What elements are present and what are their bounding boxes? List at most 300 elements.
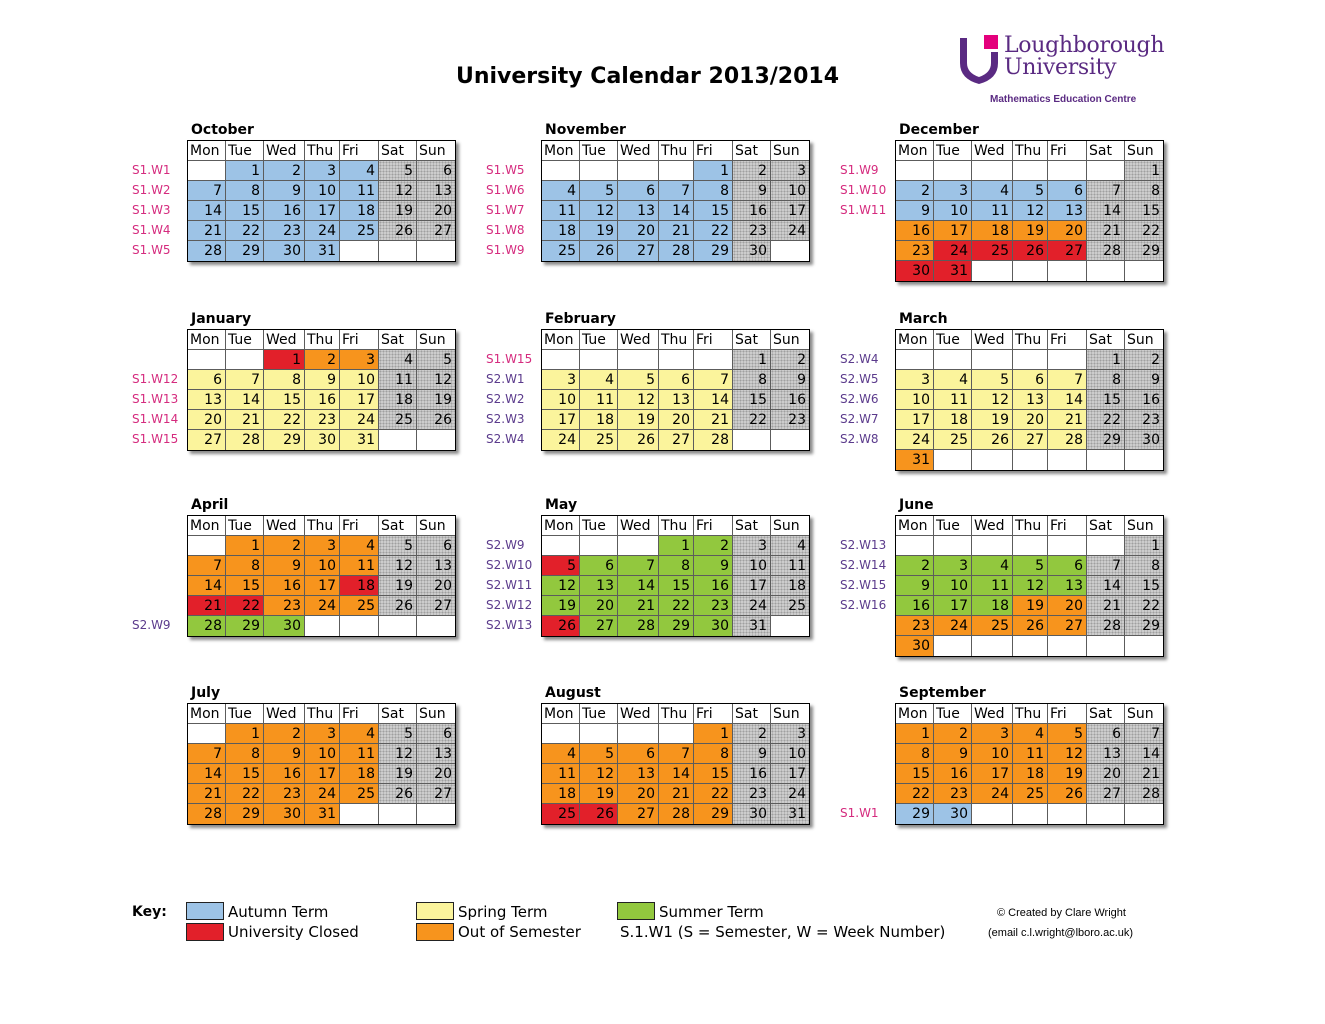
- day-cell: 11: [340, 556, 379, 576]
- day-cell: [1087, 636, 1125, 656]
- day-cell: [972, 261, 1013, 281]
- day-cell: [188, 536, 226, 556]
- day-cell: 17: [934, 221, 972, 241]
- month-grid: [895, 140, 1164, 282]
- day-cell: 1: [1125, 536, 1163, 556]
- day-cell: 19: [379, 201, 417, 221]
- day-cell: [542, 536, 580, 556]
- day-cell: 14: [226, 390, 264, 410]
- day-cell: 27: [417, 784, 455, 804]
- week-row: [896, 241, 1163, 261]
- day-cell: 25: [771, 596, 809, 616]
- day-cell: 21: [659, 784, 694, 804]
- week-row: [542, 556, 809, 576]
- key-text-summer: Summer Term: [659, 903, 764, 921]
- weekday-header-row: [896, 516, 1163, 536]
- weekday-header: Thu: [659, 704, 694, 724]
- day-cell: 8: [226, 181, 264, 201]
- month-grid: [187, 703, 456, 825]
- day-cell: 23: [694, 596, 733, 616]
- day-cell: 17: [305, 764, 340, 784]
- weekday-header: Thu: [659, 516, 694, 536]
- day-cell: [733, 430, 771, 450]
- university-crest-icon: [960, 35, 1000, 85]
- university-logo: [958, 33, 1168, 111]
- day-cell: 23: [264, 596, 305, 616]
- weekday-header-row: [188, 141, 455, 161]
- week-label: S2.W9: [486, 538, 525, 552]
- day-cell: [1048, 804, 1087, 824]
- day-cell: 30: [305, 430, 340, 450]
- day-cell: [972, 536, 1013, 556]
- day-cell: 5: [379, 536, 417, 556]
- day-cell: 10: [934, 576, 972, 596]
- month-name: February: [545, 311, 616, 327]
- day-cell: 15: [896, 764, 934, 784]
- day-cell: 28: [188, 241, 226, 261]
- weekday-header: Sat: [733, 141, 771, 161]
- day-cell: 12: [618, 390, 659, 410]
- day-cell: [1013, 450, 1048, 470]
- week-row: [188, 616, 455, 636]
- day-cell: 4: [379, 350, 417, 370]
- day-cell: 22: [1087, 410, 1125, 430]
- weekday-header: Mon: [896, 516, 934, 536]
- day-cell: 22: [896, 784, 934, 804]
- week-row: [896, 784, 1163, 804]
- day-cell: 3: [771, 724, 809, 744]
- day-cell: 26: [542, 616, 580, 636]
- day-cell: 23: [896, 616, 934, 636]
- day-cell: 2: [264, 536, 305, 556]
- day-cell: 24: [733, 596, 771, 616]
- week-row: [542, 804, 809, 824]
- day-cell: 12: [542, 576, 580, 596]
- weekday-header: Mon: [542, 330, 580, 350]
- day-cell: [188, 724, 226, 744]
- week-label: S1.W5: [132, 243, 171, 257]
- day-cell: 3: [771, 161, 809, 181]
- day-cell: 8: [1087, 370, 1125, 390]
- day-cell: 15: [1087, 390, 1125, 410]
- day-cell: 5: [542, 556, 580, 576]
- weekday-header: Sat: [733, 516, 771, 536]
- month-grid: [895, 515, 1164, 657]
- day-cell: 12: [972, 390, 1013, 410]
- day-cell: 2: [264, 724, 305, 744]
- day-cell: 29: [226, 804, 264, 824]
- day-cell: 11: [542, 764, 580, 784]
- day-cell: 20: [618, 784, 659, 804]
- day-cell: 12: [417, 370, 455, 390]
- day-cell: 19: [1013, 221, 1048, 241]
- week-row: [542, 724, 809, 744]
- day-cell: 15: [694, 764, 733, 784]
- day-cell: 6: [580, 556, 618, 576]
- day-cell: 24: [542, 430, 580, 450]
- day-cell: 26: [1013, 616, 1048, 636]
- day-cell: 26: [580, 804, 618, 824]
- weekday-header: Mon: [542, 704, 580, 724]
- day-cell: 22: [226, 784, 264, 804]
- day-cell: [1125, 450, 1163, 470]
- day-cell: 13: [580, 576, 618, 596]
- day-cell: 1: [733, 350, 771, 370]
- day-cell: 2: [1125, 350, 1163, 370]
- weekday-header: Tue: [934, 141, 972, 161]
- day-cell: 22: [694, 221, 733, 241]
- day-cell: [972, 350, 1013, 370]
- day-cell: 12: [379, 744, 417, 764]
- weekday-header: Tue: [934, 330, 972, 350]
- day-cell: 9: [771, 370, 809, 390]
- day-cell: 14: [1048, 390, 1087, 410]
- day-cell: 17: [542, 410, 580, 430]
- day-cell: 10: [305, 556, 340, 576]
- day-cell: 18: [972, 596, 1013, 616]
- weekday-header: Thu: [659, 330, 694, 350]
- day-cell: 31: [305, 241, 340, 261]
- week-row: [188, 161, 455, 181]
- week-row: [542, 201, 809, 221]
- day-cell: 29: [694, 241, 733, 261]
- weekday-header-row: [896, 704, 1163, 724]
- logo-line-1: Loughborough: [1004, 33, 1165, 58]
- week-row: [896, 410, 1163, 430]
- week-row: [896, 804, 1163, 824]
- weekday-header: Sun: [1125, 330, 1163, 350]
- day-cell: 31: [771, 804, 809, 824]
- day-cell: 4: [340, 724, 379, 744]
- day-cell: 28: [1087, 616, 1125, 636]
- weekday-header-row: [188, 330, 455, 350]
- week-row: [542, 161, 809, 181]
- day-cell: 6: [417, 724, 455, 744]
- day-cell: 16: [264, 201, 305, 221]
- day-cell: 12: [1013, 201, 1048, 221]
- day-cell: 6: [1087, 724, 1125, 744]
- weekday-header: Sun: [1125, 141, 1163, 161]
- day-cell: [542, 161, 580, 181]
- weekday-header: Sun: [1125, 704, 1163, 724]
- week-row: [188, 596, 455, 616]
- day-cell: 15: [1125, 201, 1163, 221]
- day-cell: 2: [896, 556, 934, 576]
- day-cell: [417, 804, 455, 824]
- week-row: [188, 410, 455, 430]
- month-name: March: [899, 311, 948, 327]
- day-cell: 8: [659, 556, 694, 576]
- weekday-header: Mon: [896, 704, 934, 724]
- day-cell: 9: [305, 370, 340, 390]
- day-cell: 7: [1087, 556, 1125, 576]
- day-cell: 17: [771, 764, 809, 784]
- weekday-header-row: [542, 704, 809, 724]
- day-cell: 18: [340, 201, 379, 221]
- day-cell: 11: [340, 744, 379, 764]
- day-cell: 24: [340, 410, 379, 430]
- week-label: S2.W2: [486, 392, 525, 406]
- week-row: [188, 724, 455, 744]
- day-cell: 19: [580, 784, 618, 804]
- month-grid: [187, 329, 456, 451]
- week-row: [188, 390, 455, 410]
- week-label: S2.W12: [486, 598, 533, 612]
- day-cell: 10: [305, 744, 340, 764]
- day-cell: 19: [618, 410, 659, 430]
- day-cell: 17: [771, 201, 809, 221]
- week-label: S1.W2: [132, 183, 171, 197]
- week-label: S1.W6: [486, 183, 525, 197]
- week-row: [188, 221, 455, 241]
- day-cell: [934, 350, 972, 370]
- weekday-header: Thu: [1013, 330, 1048, 350]
- week-label: S1.W12: [132, 372, 179, 386]
- day-cell: 25: [934, 430, 972, 450]
- day-cell: 21: [1087, 596, 1125, 616]
- day-cell: [659, 350, 694, 370]
- weekday-header: Tue: [226, 330, 264, 350]
- day-cell: 5: [417, 350, 455, 370]
- day-cell: 6: [1048, 556, 1087, 576]
- week-row: [542, 536, 809, 556]
- week-row: [896, 596, 1163, 616]
- day-cell: 13: [618, 201, 659, 221]
- day-cell: [1013, 636, 1048, 656]
- day-cell: [188, 350, 226, 370]
- day-cell: [934, 450, 972, 470]
- day-cell: [305, 616, 340, 636]
- day-cell: 8: [264, 370, 305, 390]
- day-cell: 17: [972, 764, 1013, 784]
- day-cell: 29: [896, 804, 934, 824]
- day-cell: [659, 161, 694, 181]
- day-cell: [340, 241, 379, 261]
- day-cell: [1087, 536, 1125, 556]
- day-cell: 13: [1048, 201, 1087, 221]
- day-cell: 6: [188, 370, 226, 390]
- day-cell: 27: [1048, 241, 1087, 261]
- day-cell: 22: [733, 410, 771, 430]
- day-cell: 19: [580, 221, 618, 241]
- week-row: [896, 636, 1163, 656]
- day-cell: 3: [542, 370, 580, 390]
- day-cell: 11: [580, 390, 618, 410]
- day-cell: 10: [340, 370, 379, 390]
- weekday-header: Sun: [771, 141, 809, 161]
- day-cell: 9: [264, 556, 305, 576]
- weekday-header: Tue: [934, 516, 972, 536]
- day-cell: [542, 724, 580, 744]
- day-cell: 7: [659, 744, 694, 764]
- day-cell: 16: [733, 201, 771, 221]
- week-label: S1.W5: [486, 163, 525, 177]
- week-row: [542, 596, 809, 616]
- weekday-header: Sun: [417, 516, 455, 536]
- key-swatch-summer: [617, 902, 655, 920]
- day-cell: 25: [340, 596, 379, 616]
- weekday-header: Fri: [1048, 516, 1087, 536]
- day-cell: 22: [226, 221, 264, 241]
- week-row: [896, 390, 1163, 410]
- week-row: [896, 536, 1163, 556]
- day-cell: 21: [226, 410, 264, 430]
- day-cell: 18: [580, 410, 618, 430]
- weekday-header: Tue: [580, 330, 618, 350]
- day-cell: [972, 450, 1013, 470]
- day-cell: 7: [1087, 181, 1125, 201]
- weekday-header: Mon: [542, 516, 580, 536]
- weekday-header: Thu: [659, 141, 694, 161]
- weekday-header: Sat: [379, 330, 417, 350]
- weekday-header-row: [542, 330, 809, 350]
- day-cell: 20: [580, 596, 618, 616]
- day-cell: 30: [896, 636, 934, 656]
- weekday-header: Sun: [771, 330, 809, 350]
- day-cell: 17: [305, 201, 340, 221]
- day-cell: 21: [188, 784, 226, 804]
- day-cell: 7: [694, 370, 733, 390]
- day-cell: 17: [340, 390, 379, 410]
- day-cell: 29: [694, 804, 733, 824]
- day-cell: 9: [896, 576, 934, 596]
- day-cell: 14: [1087, 201, 1125, 221]
- day-cell: 21: [1125, 764, 1163, 784]
- day-cell: 28: [188, 616, 226, 636]
- day-cell: 19: [379, 576, 417, 596]
- weekday-header: Tue: [226, 516, 264, 536]
- weekday-header: Wed: [972, 330, 1013, 350]
- day-cell: 10: [934, 201, 972, 221]
- day-cell: 26: [379, 784, 417, 804]
- day-cell: [1087, 261, 1125, 281]
- day-cell: 14: [1125, 744, 1163, 764]
- day-cell: 21: [188, 596, 226, 616]
- week-label: S1.W15: [132, 432, 179, 446]
- day-cell: 23: [305, 410, 340, 430]
- day-cell: 18: [340, 576, 379, 596]
- week-row: [896, 744, 1163, 764]
- weekday-header-row: [542, 141, 809, 161]
- day-cell: 22: [1125, 221, 1163, 241]
- day-cell: 19: [972, 410, 1013, 430]
- day-cell: 20: [618, 221, 659, 241]
- day-cell: 11: [972, 201, 1013, 221]
- weekday-header: Thu: [305, 704, 340, 724]
- day-cell: 9: [1125, 370, 1163, 390]
- week-row: [542, 241, 809, 261]
- day-cell: [340, 804, 379, 824]
- day-cell: [771, 241, 809, 261]
- week-row: [896, 616, 1163, 636]
- weekday-header: Thu: [1013, 516, 1048, 536]
- day-cell: 3: [934, 181, 972, 201]
- month-grid: [541, 515, 810, 637]
- weekday-header: Tue: [580, 704, 618, 724]
- day-cell: 1: [226, 536, 264, 556]
- weekday-header: Sun: [417, 330, 455, 350]
- day-cell: 6: [1013, 370, 1048, 390]
- day-cell: 5: [580, 744, 618, 764]
- day-cell: 19: [542, 596, 580, 616]
- week-row: [542, 350, 809, 370]
- weekday-header: Mon: [542, 141, 580, 161]
- day-cell: [417, 616, 455, 636]
- weekday-header: Fri: [694, 516, 733, 536]
- day-cell: 2: [771, 350, 809, 370]
- week-row: [188, 201, 455, 221]
- day-cell: 15: [226, 576, 264, 596]
- day-cell: 20: [417, 576, 455, 596]
- day-cell: 1: [264, 350, 305, 370]
- day-cell: [1048, 450, 1087, 470]
- week-label: S1.W13: [132, 392, 179, 406]
- week-row: [188, 576, 455, 596]
- month-name: April: [191, 497, 229, 513]
- day-cell: 9: [264, 181, 305, 201]
- day-cell: 2: [694, 536, 733, 556]
- weekday-header: Tue: [226, 704, 264, 724]
- day-cell: 28: [188, 804, 226, 824]
- week-label: S1.W10: [840, 183, 887, 197]
- week-row: [896, 724, 1163, 744]
- day-cell: 27: [1048, 616, 1087, 636]
- day-cell: 14: [188, 576, 226, 596]
- day-cell: 13: [417, 556, 455, 576]
- day-cell: [1048, 350, 1087, 370]
- day-cell: 6: [417, 161, 455, 181]
- day-cell: 20: [417, 201, 455, 221]
- week-label: S2.W3: [486, 412, 525, 426]
- day-cell: 31: [733, 616, 771, 636]
- week-row: [896, 450, 1163, 470]
- day-cell: 1: [659, 536, 694, 556]
- week-label: S2.W6: [840, 392, 879, 406]
- day-cell: 8: [694, 744, 733, 764]
- day-cell: 29: [1125, 616, 1163, 636]
- day-cell: 5: [1013, 556, 1048, 576]
- day-cell: 26: [379, 596, 417, 616]
- day-cell: 25: [340, 221, 379, 241]
- day-cell: [1048, 161, 1087, 181]
- week-label: S1.W14: [132, 412, 179, 426]
- day-cell: [972, 636, 1013, 656]
- day-cell: [1125, 636, 1163, 656]
- day-cell: 7: [226, 370, 264, 390]
- week-row: [896, 261, 1163, 281]
- week-row: [188, 181, 455, 201]
- week-row: [542, 784, 809, 804]
- day-cell: 26: [580, 241, 618, 261]
- weekday-header: Wed: [618, 704, 659, 724]
- week-row: [896, 576, 1163, 596]
- credit-line-1: © Created by Clare Wright: [997, 907, 1126, 919]
- week-label: S1.W1: [132, 163, 171, 177]
- day-cell: 16: [771, 390, 809, 410]
- credit-line-2: (email c.l.wright@lboro.ac.uk): [988, 927, 1134, 939]
- week-row: [188, 744, 455, 764]
- key-swatch-spring: [416, 902, 454, 920]
- week-label: S2.W1: [486, 372, 525, 386]
- weekday-header: Tue: [580, 141, 618, 161]
- day-cell: 13: [417, 744, 455, 764]
- week-row: [896, 430, 1163, 450]
- day-cell: 25: [542, 241, 580, 261]
- weekday-header: Sat: [379, 141, 417, 161]
- weekday-header: Wed: [264, 516, 305, 536]
- day-cell: 23: [733, 221, 771, 241]
- week-row: [896, 181, 1163, 201]
